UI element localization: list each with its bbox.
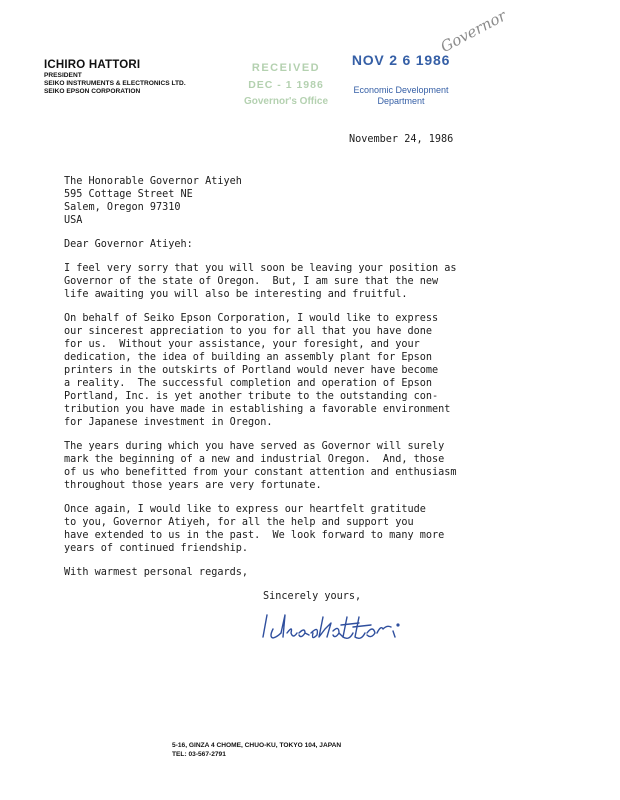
department-line-1: Economic Development	[353, 85, 449, 95]
text-line: years of continued friendship.	[64, 543, 249, 554]
sender-name: ICHIRO HATTORI	[44, 59, 141, 71]
handwritten-note: Governor	[437, 6, 510, 56]
salutation: Dear Governor Atiyeh:	[64, 239, 193, 250]
address-line: USA	[64, 215, 83, 226]
address-line: 595 Cottage Street NE	[64, 189, 193, 200]
received-office: Governor's Office	[243, 96, 329, 107]
text-line: dedication, the idea of building an assembly plant for Epson	[64, 352, 433, 363]
text-line: for us. Without your assistance, your foresight, and your	[64, 339, 420, 350]
date-stamp-date: NOV 2 6 1986	[351, 52, 451, 68]
footer	[172, 742, 341, 759]
text-line: mark the beginning of a new and industrial Oregon. And, those	[64, 454, 445, 465]
text-line: printers in the outskirts of Portland would never have become	[64, 365, 439, 376]
text-line: Governor of the state of Oregon. But, I am sure that the new	[64, 276, 439, 287]
text-line: On behalf of Seiko Epson Corporation, I would like to express	[64, 313, 439, 324]
signature	[261, 603, 436, 647]
company-line-1: SEIKO INSTRUMENTS & ELECTRONICS LTD.	[44, 80, 186, 87]
text-line: life awaiting you will also be interesting and fruitful.	[64, 289, 408, 300]
text-line: have extended to us in the past. We look forward to many more	[64, 530, 445, 541]
company-line-2: SEIKO EPSON CORPORATION	[44, 88, 141, 95]
sender-title: PRESIDENT	[44, 72, 82, 79]
text-line: I feel very sorry that you will soon be leaving your position as	[64, 263, 457, 274]
text-line: a reality. The successful completion and operation of Epson	[64, 378, 433, 389]
text-line: The years during which you have served as Governor will surely	[64, 441, 445, 452]
text-line: our sincerest appreciation to you for all that you have done	[64, 326, 433, 337]
closing-remark: With warmest personal regards,	[64, 567, 249, 578]
address-line: The Honorable Governor Atiyeh	[64, 176, 242, 187]
received-date: DEC - 1 1986	[248, 79, 324, 91]
received-label: RECEIVED	[251, 62, 321, 74]
sign-off: Sincerely yours,	[263, 591, 362, 602]
footer-tel: TEL: 03-567-2791	[172, 750, 226, 758]
date-stamp	[326, 52, 476, 107]
department-line-2: Department	[377, 96, 425, 106]
text-line: to you, Governor Atiyeh, for all the help and support you	[64, 517, 414, 528]
address-line: Salem, Oregon 97310	[64, 202, 181, 213]
text-line: throughout those years are very fortunate.	[64, 480, 322, 491]
footer-address: 5-16, GINZA 4 CHOME, CHUO-KU, TOKYO 104, JAPAN	[172, 742, 342, 749]
text-line: Once again, I would like to express our heartfelt gratitude	[64, 504, 426, 515]
text-line: Portland, Inc. is yet another tribute to the outstanding con-	[64, 391, 439, 402]
text-line: tribution you have made in establishing a favorable environment	[64, 404, 451, 415]
text-line: of us who benefitted from your constant attention and enthusiasm	[64, 467, 457, 478]
text-line: for Japanese investment in Oregon.	[64, 417, 273, 428]
letterhead	[44, 59, 186, 96]
letter-date: November 24, 1986	[349, 134, 454, 145]
